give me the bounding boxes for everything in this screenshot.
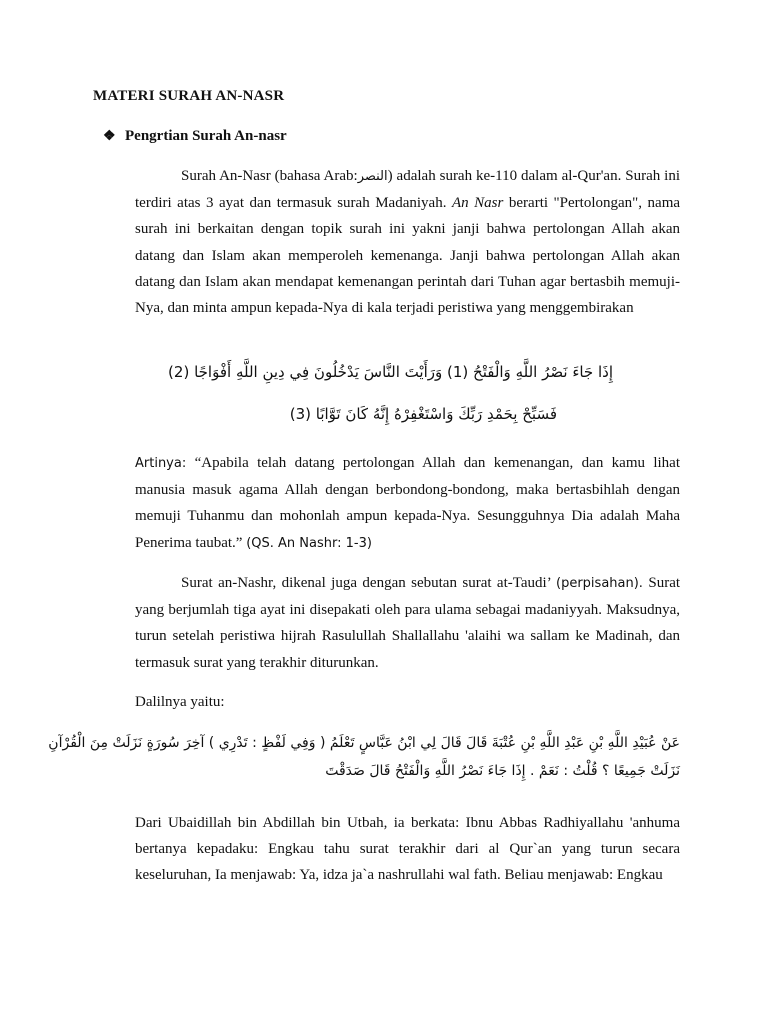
dalil-label: Dalilnya yaitu: bbox=[135, 694, 225, 710]
surah-name-italic: An Nasr bbox=[451, 195, 504, 212]
paragraph-an-nashr-part-c: Surat yang berjumlah tiga ayat ini disepakati oleh para ulama sebagai madaniyyah. Maksudnya, turun setelah peristiwa hijrah Rasulullah Shallallahu 'alaihi wa sallam ke Madinah, dan termasuk surat yang terakhir diturunkan. bbox=[135, 575, 681, 671]
paragraph-an-nashr-part-a: Surat an-Nashr, dikenal juga dengan sebutan surat at-Taudi’ bbox=[181, 575, 551, 591]
arabic-ayat-line-2: فَسَبِّحْ بِحَمْدِ رَبِّكَ وَاسْتَغْفِرْهُ إِنَّهُ كَانَ تَوَّابًا (3) bbox=[289, 405, 557, 423]
artinya-text: “Apabila telah datang pertolongan Allah dan kemenangan, dan kamu lihat manusia masuk agama Allah dengan berbondong-bondong, maka bertasbihlah dengan memuji Tuhanmu dan mohonlah ampun kepada-Nya. Sesungguhnya Dia adalah Maha Penerima taubat.” bbox=[135, 455, 680, 551]
paragraph-pengertian-part-c: berarti "Pertolongan", nama surah ini berkaitan dengan topik surah ini yakni janji bahwa pertolongan Allah akan datang dan Islam akan memperoleh kemenanga. Janji bahwa pertolongan Allah akan datang dan Islam akan mendapat kemenangan perintah dari Tuhan agar bertasbih memuji-Nya, dan minta ampun kepada-Nya di kala terjadi peristiwa yang menggembirakan bbox=[135, 195, 681, 317]
diamond-bullet-icon: ❖ bbox=[103, 129, 116, 144]
section-heading bbox=[103, 128, 287, 145]
paragraph-pengertian-part-a: Surah An-Nasr (bahasa Arab: bbox=[181, 168, 358, 184]
arabic-dalil-line-2: نَزَلَتْ جَمِيعًا ؟ قُلْتُ : نَعَمْ . إِذَا جَاءَ نَصْرُ اللَّهِ وَالْفَتْحُ قَالَ صَدَقْتَ bbox=[325, 763, 680, 779]
artinya-label: Artinya: bbox=[135, 456, 187, 471]
arabic-surah-name: النصر bbox=[357, 169, 388, 184]
paragraph-pengertian bbox=[135, 163, 680, 321]
document-title: MATERI SURAH AN-NASR bbox=[93, 88, 285, 104]
paragraph-pengertian-part-b: ) adalah surah ke-110 dalam al-Qur'an. Surah ini terdiri atas 3 ayat dan termasuk surah Madaniyah. bbox=[135, 168, 680, 212]
paragraph-artinya bbox=[135, 450, 680, 557]
arabic-ayat-line-1: إِذَا جَاءَ نَصْرُ اللَّهِ وَالْفَتْحُ (1) وَرَأَيْتَ النَّاسَ يَدْخُلُونَ فِي دِينِ اللَّهِ أَفْوَاجًا (2) bbox=[168, 363, 613, 381]
perpisahan-text: (perpisahan). bbox=[556, 576, 643, 591]
section-heading-text: Pengrtian Surah An-nasr bbox=[125, 128, 287, 144]
artinya-reference: (QS. An Nashr: 1-3) bbox=[246, 535, 372, 551]
paragraph-an-nashr bbox=[135, 570, 680, 676]
paragraph-dalil-translation: Dari Ubaidillah bin Abdillah bin Utbah, ia berkata: Ibnu Abbas Radhiyallahu 'anhuma bertanya kepadaku: Engkau tahu surat terakhir dari al Qur`an yang turun secara keseluruhan, Ia menjawab: Ya, idza ja`a nashrullahi wal fath. Beliau menjawab: Engkau bbox=[135, 815, 680, 884]
arabic-dalil-line-1: عَنْ عُبَيْدِ اللَّهِ بْنِ عَبْدِ اللَّهِ بْنِ عُتْبَةَ قَالَ قَالَ لِي ابْنُ عَبَّاسٍ تَعْلَمُ ( وَفِي لَفْظٍ : تَدْرِي ) آخِرَ سُورَةٍ نَزَلَتْ مِنَ الْقُرْآنِ bbox=[48, 735, 680, 751]
